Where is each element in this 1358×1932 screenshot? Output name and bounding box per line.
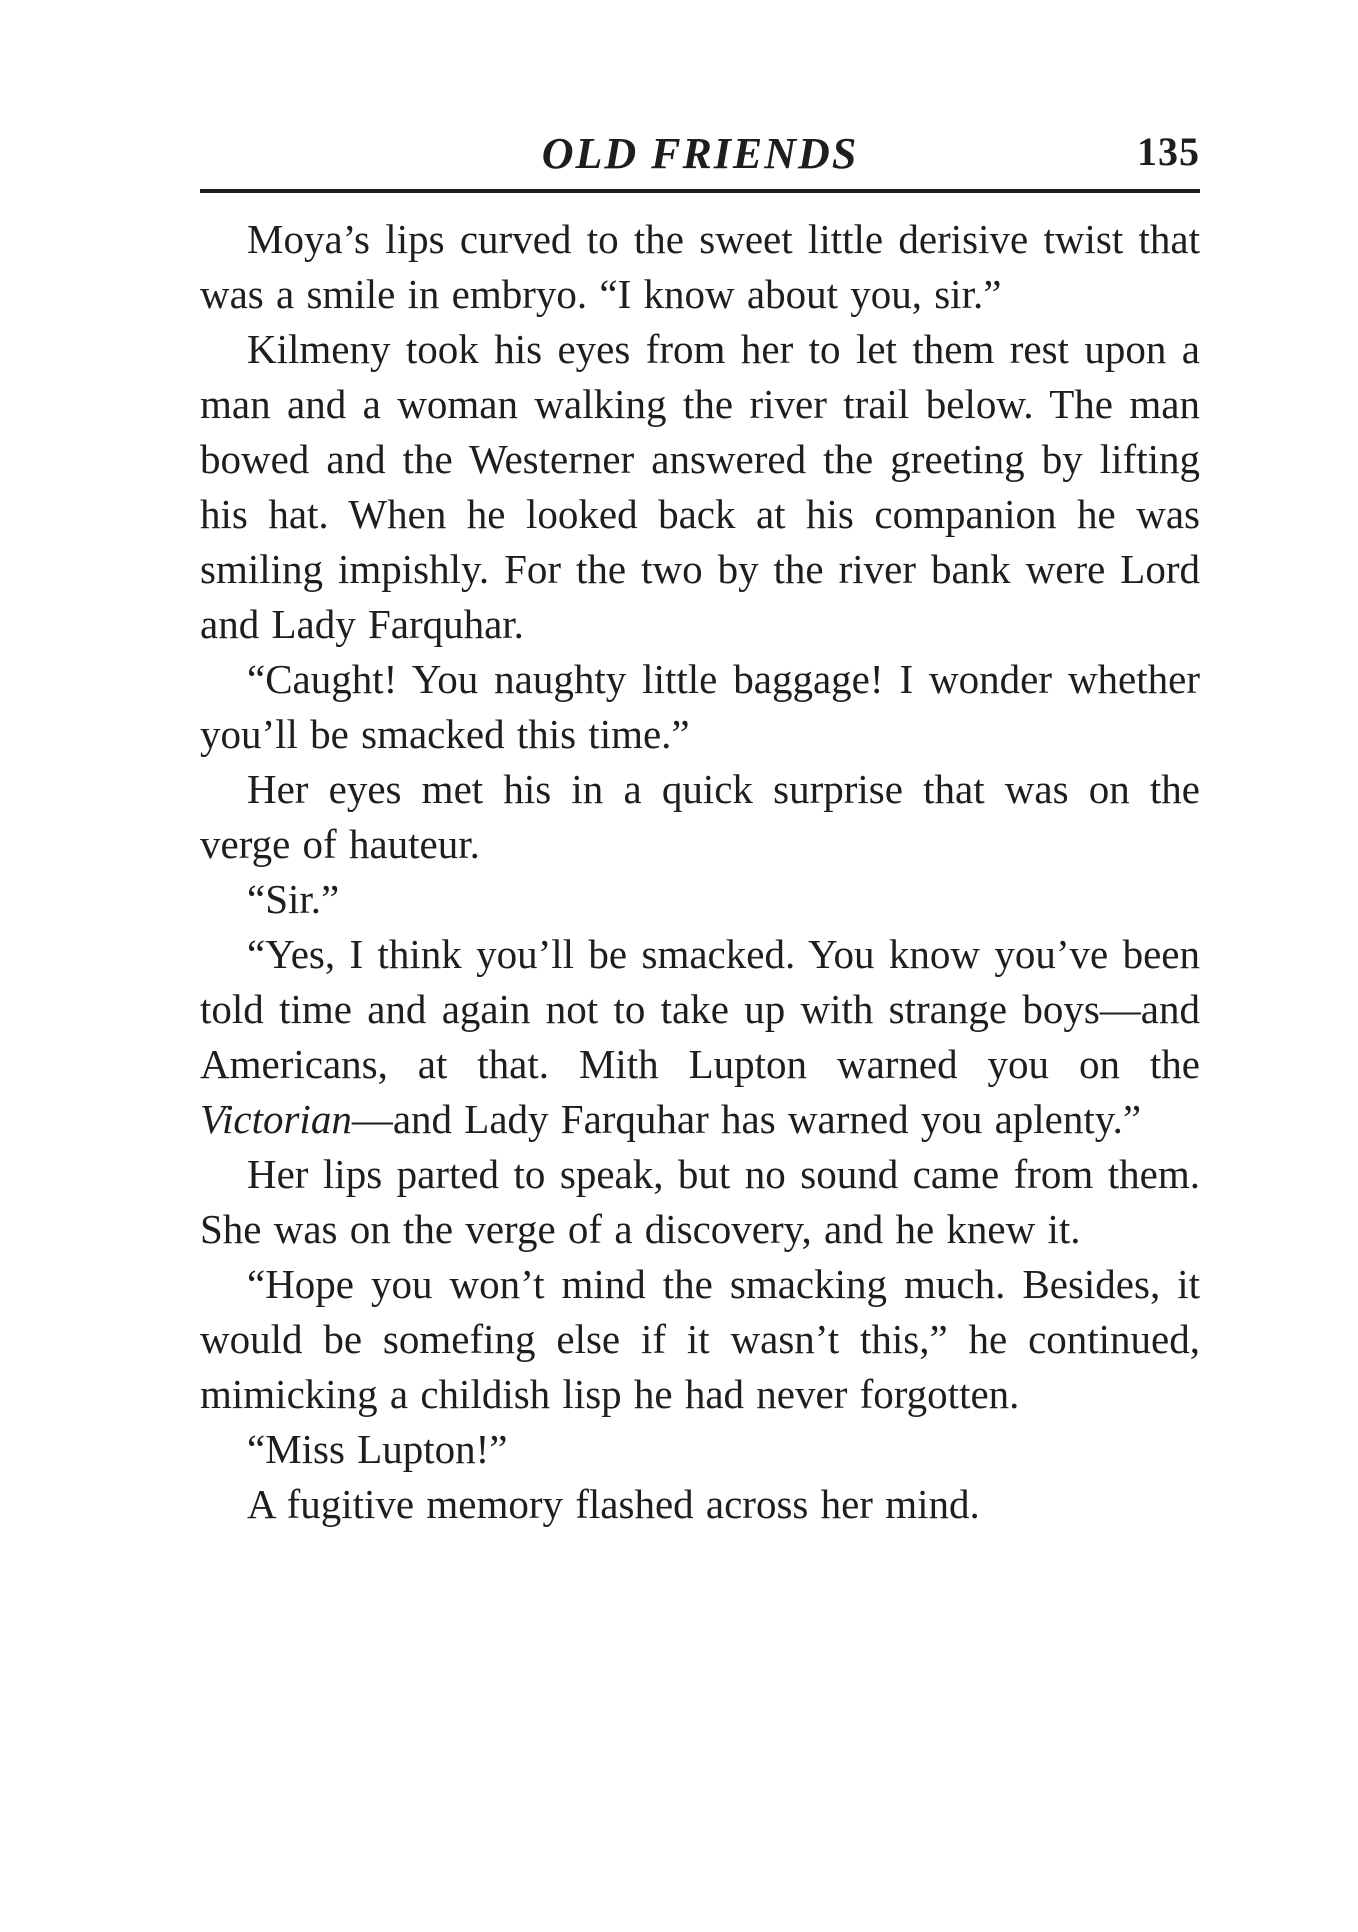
header-rule xyxy=(200,189,1200,193)
running-head xyxy=(200,128,1200,186)
paragraph: A fugitive memory flashed across her mind. xyxy=(247,1481,980,1527)
paragraph: “Sir.” xyxy=(247,876,340,922)
body-text xyxy=(200,212,1200,1532)
paragraph: Kilmeny took his eyes from her to let them rest upon a man and a woman walking the river trail below. The man bowed and the Westerner answered the greeting by lifting his hat. When he looked back at his companion he was smiling impishly. For the two by the river bank were Lord and Lady Farquhar. xyxy=(200,326,1200,647)
paragraph: “Caught! You naughty little baggage! I wonder whether you’ll be smacked this time.” xyxy=(200,656,1200,757)
paragraph-text: “Yes, I think you’ll be smacked. You know you’ve been told time and again not to take up with strange boys—and Americans, at that. Mith Lupton warned you on the xyxy=(200,931,1200,1087)
paragraph xyxy=(200,927,1200,1147)
paragraph: Her eyes met his in a quick surprise that was on the verge of hauteur. xyxy=(200,766,1200,867)
paragraph: Moya’s lips curved to the sweet little derisive twist that was a smile in embryo. “I know about you, sir.” xyxy=(200,216,1200,317)
ship-name: Victorian xyxy=(200,1096,352,1142)
chapter-title: OLD FRIENDS xyxy=(541,129,859,178)
paragraph-text: —and Lady Farquhar has warned you aplenty.” xyxy=(351,1096,1142,1142)
page-number: 135 xyxy=(1137,129,1200,174)
book-page xyxy=(200,128,1200,1527)
paragraph: “Hope you won’t mind the smacking much. Besides, it would be somefing else if it wasn’t this,” he continued, mimicking a childish lisp he had never forgotten. xyxy=(200,1261,1200,1417)
paragraph: “Miss Lupton!” xyxy=(247,1426,508,1472)
paragraph: Her lips parted to speak, but no sound came from them. She was on the verge of a discovery, and he knew it. xyxy=(200,1151,1200,1252)
